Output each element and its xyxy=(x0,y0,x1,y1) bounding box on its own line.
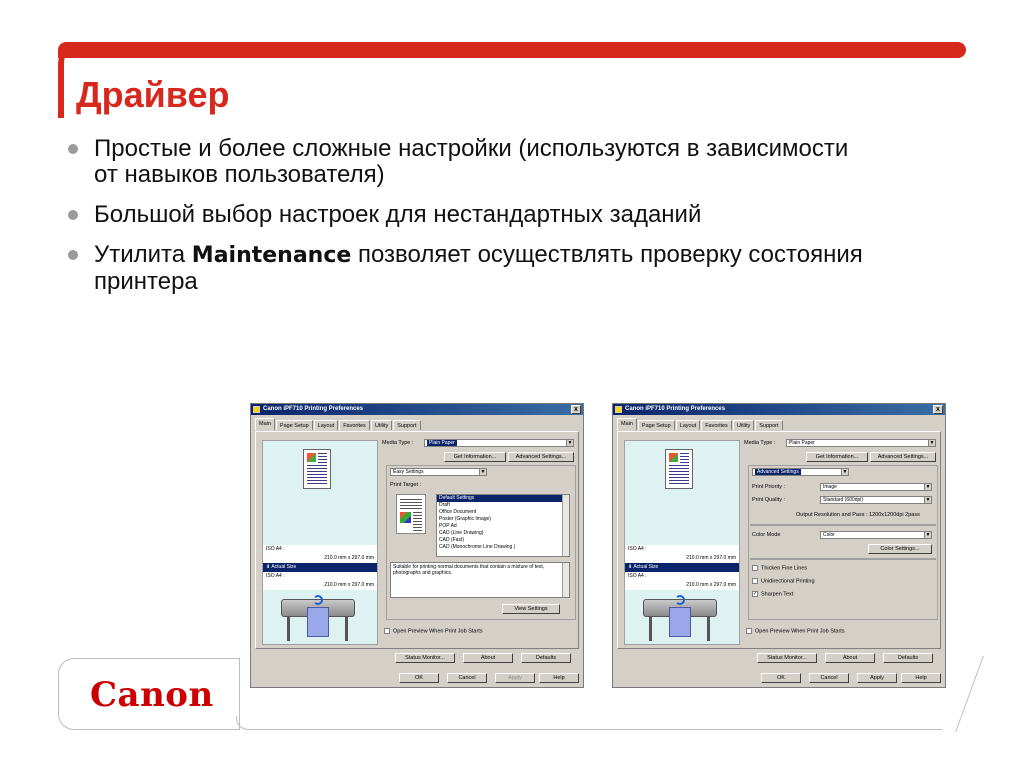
separator xyxy=(750,558,936,560)
description-scrollbar[interactable] xyxy=(562,563,569,597)
help-button[interactable]: Help xyxy=(539,673,579,683)
size-label: ISO A4 : xyxy=(266,573,285,579)
print-target-list[interactable] xyxy=(436,494,570,557)
checkbox-box[interactable] xyxy=(752,578,758,584)
tab-main[interactable]: Main xyxy=(255,418,275,430)
size-dimensions: 210.0 mm x 297.0 mm xyxy=(324,555,374,561)
size-dimensions: 210.0 mm x 297.0 mm xyxy=(686,555,736,561)
bullet-text-strong: Maintenance xyxy=(191,243,352,268)
output-resolution-text: Output Resolution and Pass : 1200x1200dpi 2pass xyxy=(796,512,920,518)
chevron-down-icon: ▼ xyxy=(925,532,931,538)
settings-mode-select[interactable]: Advanced Settings ▼ xyxy=(752,468,849,476)
bullet-list xyxy=(66,136,866,309)
size-label: ISO A4 : xyxy=(266,546,285,552)
media-type-label: Media Type : xyxy=(744,440,776,446)
tab-page-setup[interactable]: Page Setup xyxy=(276,420,313,430)
large-format-printer-icon xyxy=(639,593,723,641)
cancel-button[interactable]: Cancel xyxy=(809,673,849,683)
list-item[interactable]: CAD (Monochrome Line Drawing ) xyxy=(439,544,516,550)
ok-button[interactable]: OK xyxy=(399,673,439,683)
print-preview-pane xyxy=(262,440,378,645)
list-scrollbar[interactable] xyxy=(562,495,569,556)
actual-size-item[interactable]: ⬇ Actual Size xyxy=(263,563,377,572)
bullet-text-pre: Утилита xyxy=(94,241,192,268)
paper-preview-icon xyxy=(303,449,331,489)
defaults-button[interactable]: Defaults xyxy=(521,653,571,663)
thicken-fine-lines-checkbox[interactable]: Thicken Fine Lines xyxy=(752,565,807,571)
bullet-item xyxy=(66,242,866,295)
main-tab-panel xyxy=(617,431,941,649)
printing-preferences-dialog-easy xyxy=(250,403,584,688)
get-information-button[interactable]: Get Information... xyxy=(444,452,506,462)
media-type-select[interactable]: Plain Paper ▼ xyxy=(786,439,936,447)
large-format-printer-icon xyxy=(277,593,361,641)
color-mode-select[interactable]: Color ▼ xyxy=(820,531,932,539)
separator xyxy=(750,524,936,526)
actual-size-item[interactable]: ⬇ Actual Size xyxy=(625,563,739,572)
tab-main[interactable]: Main xyxy=(617,418,637,430)
cancel-button[interactable]: Cancel xyxy=(447,673,487,683)
tab-favorites[interactable]: Favorites xyxy=(701,420,732,430)
check-mark-icon[interactable]: ✓ xyxy=(753,591,758,597)
print-preview-pane xyxy=(624,440,740,645)
dialog-titlebar xyxy=(613,404,945,415)
tab-layout[interactable]: Layout xyxy=(676,420,701,430)
paper-preview-icon xyxy=(665,449,693,489)
size-dimensions: 210.0 mm x 297.0 mm xyxy=(686,582,736,588)
media-type-label: Media Type : xyxy=(382,440,414,446)
checkbox-box[interactable] xyxy=(752,565,758,571)
printer-app-icon xyxy=(615,406,622,413)
chevron-down-icon: ▼ xyxy=(929,440,935,446)
print-quality-select[interactable]: Standard (600dpi) ▼ xyxy=(820,496,932,504)
printing-preferences-dialog-advanced xyxy=(612,403,946,688)
status-monitor-button[interactable]: Status Monitor... xyxy=(395,653,455,663)
chevron-down-icon: ▼ xyxy=(925,497,931,503)
paper-size-info xyxy=(263,545,377,590)
canon-logo: Canon xyxy=(90,675,214,715)
bullet-text: Простые и более сложные настройки (используются в зависимости от навыков пользователя) xyxy=(94,135,849,188)
open-preview-checkbox[interactable]: Open Preview When Print Job Starts xyxy=(384,628,483,634)
bullet-item xyxy=(66,136,866,188)
tab-utility[interactable]: Utility xyxy=(371,420,392,430)
chevron-down-icon: ▼ xyxy=(925,484,931,490)
list-item[interactable]: CAD (Line Drawing) xyxy=(439,530,484,536)
top-red-bar xyxy=(58,42,966,58)
print-priority-select[interactable]: Image ▼ xyxy=(820,483,932,491)
bullet-item xyxy=(66,202,866,228)
list-item[interactable]: Default Settings xyxy=(437,495,569,502)
chevron-down-icon: ▼ xyxy=(567,440,573,446)
tab-page-setup[interactable]: Page Setup xyxy=(638,420,675,430)
advanced-settings-button[interactable]: Advanced Settings... xyxy=(508,452,574,462)
checkbox-box[interactable] xyxy=(384,628,390,634)
help-button[interactable]: Help xyxy=(901,673,941,683)
main-tab-panel xyxy=(255,431,579,649)
advanced-settings-button[interactable]: Advanced Settings... xyxy=(870,452,936,462)
ok-button[interactable]: OK xyxy=(761,673,801,683)
close-button[interactable]: x xyxy=(933,405,943,414)
tab-support[interactable]: Support xyxy=(755,420,782,430)
checkbox-box[interactable] xyxy=(746,628,752,634)
arrow-down-icon: ⬇ xyxy=(266,564,272,570)
open-preview-checkbox[interactable]: Open Preview When Print Job Starts xyxy=(746,628,845,634)
list-item[interactable]: POP Ad xyxy=(439,523,457,529)
view-settings-button[interactable]: View Settings xyxy=(502,604,560,614)
tab-bar xyxy=(255,420,422,430)
size-label: ISO A4 : xyxy=(628,573,647,579)
tab-favorites[interactable]: Favorites xyxy=(339,420,370,430)
target-description: Suitable for printing normal documents that contain a mixture of text, photographs and graphics. xyxy=(390,562,570,598)
about-button[interactable]: About xyxy=(463,653,513,663)
paper-size-info xyxy=(625,545,739,590)
bullet-text: Большой выбор настроек для нестандартных заданий xyxy=(94,201,702,228)
apply-button[interactable]: Apply xyxy=(857,673,897,683)
get-information-button[interactable]: Get Information... xyxy=(806,452,868,462)
media-type-select[interactable]: Plain Paper ▼ xyxy=(424,439,574,447)
list-item[interactable]: Draft xyxy=(439,502,450,508)
tab-support[interactable]: Support xyxy=(393,420,420,430)
tab-layout[interactable]: Layout xyxy=(314,420,339,430)
defaults-button[interactable]: Defaults xyxy=(883,653,933,663)
tab-bar xyxy=(617,420,784,430)
bullet-text-post: позволяет осуществлять проверку состояния принтера xyxy=(94,241,863,295)
dialog-titlebar xyxy=(251,404,583,415)
status-monitor-button[interactable]: Status Monitor... xyxy=(757,653,817,663)
apply-button[interactable]: Apply xyxy=(495,673,535,683)
print-priority-label: Print Priority : xyxy=(752,484,786,490)
list-item[interactable]: CAD (Fast) xyxy=(439,537,464,543)
arrow-down-icon: ⬇ xyxy=(628,564,634,570)
color-settings-button[interactable]: Color Settings... xyxy=(868,544,932,554)
close-button[interactable]: x xyxy=(571,405,581,414)
dialog-title: Canon iPF710 Printing Preferences xyxy=(263,406,364,412)
size-label: ISO A4 : xyxy=(628,546,647,552)
print-quality-label: Print Quality : xyxy=(752,497,786,503)
bottom-frame-line xyxy=(236,716,942,730)
sharpen-text-checkbox[interactable]: ✓ Sharpen Text xyxy=(753,591,794,598)
chevron-down-icon: ▼ xyxy=(480,469,486,475)
tab-utility[interactable]: Utility xyxy=(733,420,754,430)
list-item[interactable]: Office Document xyxy=(439,509,477,515)
list-item[interactable]: Poster (Graphic Image) xyxy=(439,516,491,522)
slide-title: Драйвер xyxy=(76,74,230,115)
size-dimensions: 210.0 mm x 297.0 mm xyxy=(324,582,374,588)
about-button[interactable]: About xyxy=(825,653,875,663)
print-target-preview-icon xyxy=(396,494,426,534)
print-target-label: Print Target : xyxy=(390,482,422,488)
dialog-title: Canon iPF710 Printing Preferences xyxy=(625,406,726,412)
unidirectional-printing-checkbox[interactable]: Unidirectional Printing xyxy=(752,578,815,584)
color-mode-label: Color Mode xyxy=(752,532,781,538)
settings-mode-select[interactable]: Easy Settings ▼ xyxy=(390,468,487,476)
chevron-down-icon: ▼ xyxy=(842,469,848,475)
printer-app-icon xyxy=(253,406,260,413)
